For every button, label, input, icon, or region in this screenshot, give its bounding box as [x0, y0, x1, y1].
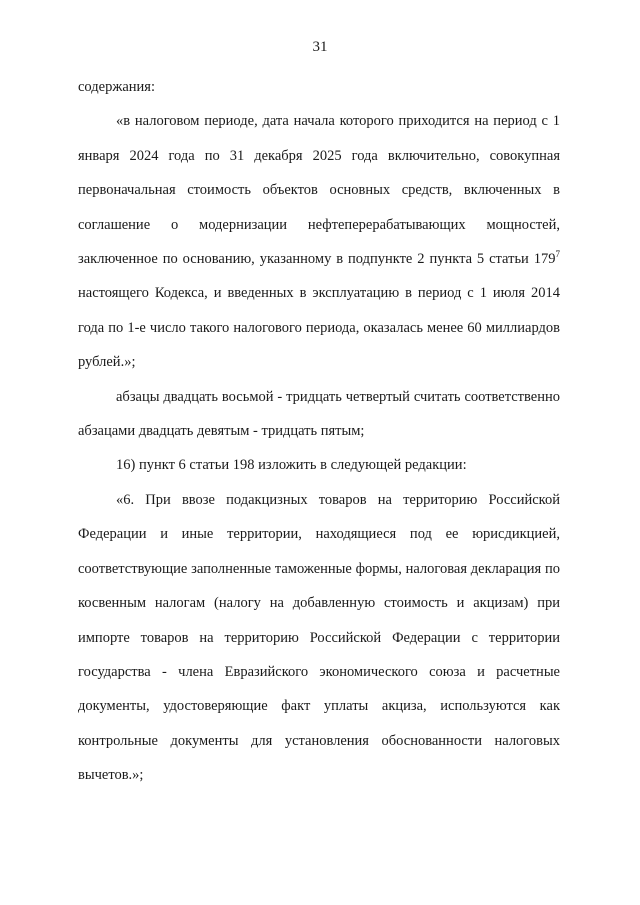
paragraph-renumbering: абзацы двадцать восьмой - тридцать четвертый считать соответственно абзацами двадцать девятым - тридцать пятым;	[78, 388, 560, 440]
paragraph-quoted-amendment	[78, 104, 560, 379]
paragraph-text-part: «в налоговом периоде, дата начала которого приходится на период с 1 января 2024 года по 31 декабря 2025 года включительно, совокупная первоначальная стоимость объектов основных средств, включенных в соглашение о модернизации нефтеперерабатывающих мощностей, заключенное по основанию, указанному в подпункте 2 пункта 5 статьи 179	[78, 113, 560, 268]
paragraph-text-part: настоящего Кодекса, и введенных в эксплуатацию в период с 1 июля 2014 года по 1-е число такого налогового периода, оказалась менее 60 миллиардов рублей.»;	[78, 285, 560, 371]
document-body	[78, 70, 560, 793]
paragraph-continuation: содержания:	[78, 79, 156, 95]
superscript-article-index: 7	[555, 249, 560, 260]
paragraph-item-16: 16) пункт 6 статьи 198 изложить в следующей редакции:	[116, 457, 467, 474]
page-number: 31	[312, 39, 328, 55]
paragraph-new-clause-6: «6. При ввозе подакцизных товаров на территорию Российской Федерации и иные территории, находящиеся под ее юрисдикцией, соответствующие заполненные таможенные формы, налоговая декларация по косвенным налогам (налогу на добавленную стоимость и акцизам) при импорте товаров на территорию Российской Федерации с территории государства - члена Евразийского экономического союза и расчетные документы, удостоверяющие факт уплаты акциза, используются как контрольные документы для установления обоснованности налоговых вычетов.»;	[78, 491, 560, 784]
